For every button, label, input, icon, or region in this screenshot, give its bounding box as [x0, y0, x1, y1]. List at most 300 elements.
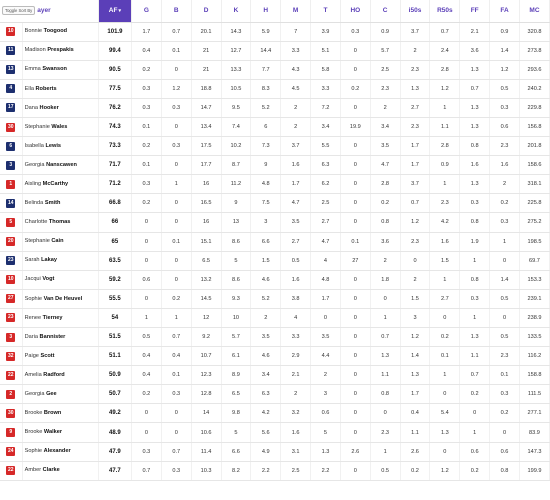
player-name[interactable]	[22, 232, 98, 251]
stat-ff: 1.3	[460, 175, 490, 194]
stat-b: 1	[161, 308, 191, 327]
stat-m: 4.7	[281, 194, 311, 213]
column-header-c[interactable]: C	[370, 0, 400, 22]
stat-m: 3.3	[281, 328, 311, 347]
column-header-h[interactable]: H	[251, 0, 281, 22]
player-name[interactable]	[22, 156, 98, 175]
table-row[interactable]	[0, 156, 550, 175]
table-row[interactable]	[0, 22, 550, 41]
stat-m: 3.3	[281, 41, 311, 60]
player-name[interactable]	[22, 117, 98, 136]
table-row[interactable]	[0, 347, 550, 366]
stat-g: 0.4	[131, 41, 161, 60]
player-last-name: Brown	[43, 410, 62, 417]
stat-fa: 0.5	[490, 328, 520, 347]
stat-g: 0	[131, 232, 161, 251]
stat-b: 0	[161, 404, 191, 423]
stat-fa: 0.6	[490, 117, 520, 136]
stat-c: 1.8	[370, 270, 400, 289]
column-header-mc[interactable]: MC	[519, 0, 549, 22]
stat-b: 0.3	[161, 461, 191, 480]
af-value: 63.5	[98, 251, 131, 270]
af-value: 49.2	[98, 404, 131, 423]
stat-h: 4.8	[251, 175, 281, 194]
stat-k: 5	[221, 251, 251, 270]
stat-r50s: 0	[430, 442, 460, 461]
stat-t: 3.4	[311, 117, 341, 136]
column-header-b[interactable]: B	[161, 0, 191, 22]
af-value: 48.9	[98, 423, 131, 442]
stat-m: 7	[281, 22, 311, 41]
player-name[interactable]	[22, 60, 98, 79]
stat-b: 0.7	[161, 328, 191, 347]
stat-ff: 0.7	[460, 366, 490, 385]
table-row[interactable]	[0, 175, 550, 194]
stat-ff: 0.8	[460, 213, 490, 232]
stat-k: 10	[221, 308, 251, 327]
jersey-number-badge: 27	[8, 295, 14, 302]
stat-fa: 0.8	[490, 461, 520, 480]
stat-t: 4.4	[311, 347, 341, 366]
column-header-player[interactable]	[0, 0, 98, 22]
stat-c: 2	[370, 251, 400, 270]
stat-mc: 275.2	[519, 213, 549, 232]
table-row[interactable]	[0, 232, 550, 251]
stat-h: 14.4	[251, 41, 281, 60]
stat-fa: 1.4	[490, 270, 520, 289]
stat-ff: 1.3	[460, 328, 490, 347]
stat-mc: 199.9	[519, 461, 549, 480]
stat-mc: 111.5	[519, 385, 549, 404]
player-name[interactable]	[22, 213, 98, 232]
player-first-name: Dana	[24, 104, 38, 111]
stat-c: 0.5	[370, 461, 400, 480]
player-name[interactable]	[22, 175, 98, 194]
player-last-name: Cain	[51, 238, 64, 245]
af-value: 71.7	[98, 156, 131, 175]
stat-mc: 318.1	[519, 175, 549, 194]
header-row	[0, 0, 550, 22]
stat-k: 10.5	[221, 79, 251, 98]
stat-mc: 320.8	[519, 22, 549, 41]
table-row[interactable]	[0, 270, 550, 289]
stat-ff: 0.8	[460, 137, 490, 156]
stat-g: 0.2	[131, 137, 161, 156]
stat-i50s: 1.5	[400, 289, 430, 308]
stat-i50s: 1.7	[400, 156, 430, 175]
af-value: 50.9	[98, 366, 131, 385]
af-value: 59.2	[98, 270, 131, 289]
stat-k: 8.9	[221, 366, 251, 385]
column-header-ff[interactable]: FF	[460, 0, 490, 22]
stat-m: 3.5	[281, 213, 311, 232]
table-header	[0, 0, 550, 22]
jersey-number-badge: 23	[8, 257, 14, 264]
table-row[interactable]	[0, 289, 550, 308]
sort-desc-icon: ▾	[118, 8, 121, 15]
stat-h: 6	[251, 117, 281, 136]
player-name[interactable]	[22, 194, 98, 213]
stat-c: 1.3	[370, 347, 400, 366]
stat-b: 0.1	[161, 366, 191, 385]
column-header-g[interactable]: G	[131, 0, 161, 22]
player-last-name: Lewis	[45, 142, 61, 149]
stat-ff: 1	[460, 423, 490, 442]
stat-i50s: 2.6	[400, 442, 430, 461]
stat-r50s: 0	[430, 385, 460, 404]
stat-ff: 0	[460, 404, 490, 423]
stat-i50s: 0.2	[400, 461, 430, 480]
stat-b: 0.3	[161, 98, 191, 117]
team-number-badge-cell	[0, 347, 22, 366]
table-row[interactable]	[0, 137, 550, 156]
stat-c: 4.7	[370, 156, 400, 175]
column-header-k[interactable]: K	[221, 0, 251, 22]
jersey-number-badge: 17	[8, 104, 14, 111]
stat-k: 6.6	[221, 442, 251, 461]
stat-r50s: 1.6	[430, 232, 460, 251]
column-header-r50s[interactable]: R50s	[430, 0, 460, 22]
player-last-name: Van De Heuvel	[43, 295, 83, 302]
stat-fa: 0.3	[490, 385, 520, 404]
stat-g: 0.1	[131, 156, 161, 175]
stat-b: 0	[161, 213, 191, 232]
stat-mc: 273.8	[519, 41, 549, 60]
stat-fa: 2.3	[490, 137, 520, 156]
jersey-number-badge: 22	[8, 467, 14, 474]
team-number-badge-cell	[0, 117, 22, 136]
player-name[interactable]	[22, 137, 98, 156]
player-first-name: Sophie	[24, 448, 43, 455]
stat-d: 11.4	[191, 442, 221, 461]
af-value: 66.8	[98, 194, 131, 213]
stat-i50s: 2	[400, 41, 430, 60]
stat-t: 4	[311, 251, 341, 270]
stat-m: 3.7	[281, 137, 311, 156]
stat-r50s: 0	[430, 308, 460, 327]
stat-fa: 0.6	[490, 442, 520, 461]
column-header-fa[interactable]: FA	[490, 0, 520, 22]
player-last-name: Nanscawen	[46, 161, 77, 168]
stat-c: 2.3	[370, 79, 400, 98]
af-value: 65	[98, 232, 131, 251]
stat-m: 2	[281, 385, 311, 404]
stat-k: 8.6	[221, 232, 251, 251]
table-row[interactable]	[0, 328, 550, 347]
af-value: 76.2	[98, 98, 131, 117]
stat-mc: 147.3	[519, 442, 549, 461]
table-row[interactable]	[0, 442, 550, 461]
stat-h: 9	[251, 156, 281, 175]
player-name[interactable]	[22, 385, 98, 404]
player-first-name: Stephanie	[24, 123, 50, 130]
stat-fa: 0	[490, 251, 520, 270]
table-row[interactable]	[0, 251, 550, 270]
stat-fa: 0.1	[490, 366, 520, 385]
player-last-name: Bannister	[39, 333, 66, 340]
stat-k: 11.2	[221, 175, 251, 194]
team-number-badge-cell	[0, 79, 22, 98]
stat-k: 5	[221, 423, 251, 442]
stat-h: 3.5	[251, 328, 281, 347]
jersey-number-badge: 3	[6, 333, 15, 342]
player-first-name: Georgia	[24, 391, 45, 398]
player-first-name: Belinda	[24, 200, 44, 207]
stat-mc: 229.8	[519, 98, 549, 117]
stat-m: 2.1	[281, 366, 311, 385]
player-first-name: Emma	[24, 66, 41, 73]
stat-g: 0	[131, 423, 161, 442]
stat-r50s: 0.1	[430, 347, 460, 366]
stat-m: 2.7	[281, 232, 311, 251]
stat-ho: 0.3	[340, 22, 370, 41]
table-row[interactable]	[0, 117, 550, 136]
stat-d: 12	[191, 308, 221, 327]
stat-r50s: 0.2	[430, 328, 460, 347]
stat-ff: 1.3	[460, 60, 490, 79]
stat-c: 1	[370, 308, 400, 327]
player-name[interactable]	[22, 308, 98, 327]
stat-m: 4.5	[281, 79, 311, 98]
table-row[interactable]	[0, 308, 550, 327]
team-number-badge-cell	[0, 442, 22, 461]
stat-fa: 0	[490, 308, 520, 327]
player-name[interactable]	[22, 404, 98, 423]
team-number-badge-cell	[0, 175, 22, 194]
stat-t: 2.5	[311, 194, 341, 213]
stat-ho: 0	[340, 404, 370, 423]
jersey-number-badge: 5	[6, 218, 15, 227]
stat-ho: 0	[340, 98, 370, 117]
table-row[interactable]	[0, 385, 550, 404]
stat-h: 5.6	[251, 423, 281, 442]
team-number-badge-cell	[0, 194, 22, 213]
stat-d: 21	[191, 41, 221, 60]
player-name[interactable]	[22, 442, 98, 461]
stat-r50s: 2.4	[430, 41, 460, 60]
stat-c: 1.1	[370, 366, 400, 385]
stat-fa: 1.2	[490, 60, 520, 79]
team-number-badge-cell	[0, 385, 22, 404]
stat-d: 13.4	[191, 117, 221, 136]
stat-r50s: 1.2	[430, 79, 460, 98]
stat-c: 1	[370, 442, 400, 461]
jersey-number-badge: 13	[8, 66, 14, 73]
stat-d: 12.3	[191, 366, 221, 385]
table-row[interactable]	[0, 461, 550, 480]
player-first-name: Brooke	[24, 410, 43, 417]
stat-r50s: 1	[430, 270, 460, 289]
stat-k: 9.5	[221, 98, 251, 117]
af-value: 54	[98, 308, 131, 327]
stat-d: 16	[191, 175, 221, 194]
stat-ho: 0	[340, 366, 370, 385]
stat-ho: 0	[340, 289, 370, 308]
stat-t: 0.6	[311, 404, 341, 423]
stat-r50s: 0.7	[430, 22, 460, 41]
table-row[interactable]	[0, 98, 550, 117]
player-first-name: Paige	[24, 352, 39, 359]
player-first-name: Madison	[24, 47, 46, 54]
table-row[interactable]	[0, 423, 550, 442]
player-last-name: Clarke	[42, 467, 60, 474]
table-row[interactable]	[0, 366, 550, 385]
stat-k: 6.5	[221, 385, 251, 404]
team-number-badge-cell	[0, 328, 22, 347]
column-header-d[interactable]: D	[191, 0, 221, 22]
stat-mc: 83.9	[519, 423, 549, 442]
table-row[interactable]	[0, 194, 550, 213]
stat-i50s: 3	[400, 308, 430, 327]
team-number-badge-cell	[0, 60, 22, 79]
stat-d: 14	[191, 404, 221, 423]
stat-ho: 0	[340, 194, 370, 213]
stat-t: 3	[311, 385, 341, 404]
stat-b: 0.2	[161, 289, 191, 308]
stat-d: 13.2	[191, 270, 221, 289]
stat-b: 0.3	[161, 385, 191, 404]
stat-b: 0	[161, 60, 191, 79]
stat-h: 4.9	[251, 442, 281, 461]
stat-t: 2.7	[311, 213, 341, 232]
stat-b: 0.4	[161, 347, 191, 366]
stat-m: 4.3	[281, 60, 311, 79]
player-last-name: Roberts	[35, 85, 57, 92]
column-header-m[interactable]: M	[281, 0, 311, 22]
stat-g: 0.7	[131, 461, 161, 480]
af-value: 47.9	[98, 442, 131, 461]
toggle-sort-button[interactable]: Toggle Sort By	[2, 6, 35, 15]
player-name[interactable]	[22, 270, 98, 289]
jersey-number-badge: 10	[8, 28, 14, 35]
stat-h: 4.6	[251, 270, 281, 289]
stat-b: 0.1	[161, 232, 191, 251]
team-number-badge-cell	[0, 461, 22, 480]
table-row[interactable]	[0, 79, 550, 98]
player-name[interactable]	[22, 328, 98, 347]
stat-ff: 0.7	[460, 79, 490, 98]
stat-g: 0.3	[131, 79, 161, 98]
player-name[interactable]	[22, 41, 98, 60]
stat-g: 1.7	[131, 22, 161, 41]
player-name[interactable]	[22, 366, 98, 385]
stat-m: 3.1	[281, 442, 311, 461]
player-name[interactable]	[22, 423, 98, 442]
stat-ho: 19.9	[340, 117, 370, 136]
stat-h: 4.2	[251, 404, 281, 423]
column-header-ho[interactable]: HO	[340, 0, 370, 22]
stat-fa: 2	[490, 175, 520, 194]
player-name[interactable]	[22, 289, 98, 308]
stat-t: 5	[311, 423, 341, 442]
stat-d: 14.5	[191, 289, 221, 308]
stat-k: 9.8	[221, 404, 251, 423]
stat-c: 3.4	[370, 117, 400, 136]
team-number-badge-cell	[0, 366, 22, 385]
stat-h: 2	[251, 308, 281, 327]
jersey-number-badge: 3	[6, 161, 15, 170]
column-header-i50s[interactable]: i50s	[400, 0, 430, 22]
stat-i50s: 2.3	[400, 60, 430, 79]
player-name[interactable]	[22, 251, 98, 270]
stat-ho: 0	[340, 328, 370, 347]
stat-d: 10.7	[191, 347, 221, 366]
stat-b: 1	[161, 175, 191, 194]
player-name[interactable]	[22, 461, 98, 480]
team-number-badge-cell	[0, 137, 22, 156]
stat-fa: 0	[490, 423, 520, 442]
player-name[interactable]	[22, 347, 98, 366]
stat-ho: 0	[340, 461, 370, 480]
stat-ff: 1.1	[460, 347, 490, 366]
team-number-badge-cell	[0, 289, 22, 308]
table-row[interactable]	[0, 41, 550, 60]
jersey-number-badge: 6	[6, 142, 15, 151]
table-row[interactable]	[0, 404, 550, 423]
stat-ho: 0	[340, 213, 370, 232]
team-number-badge-cell	[0, 41, 22, 60]
stat-r50s: 1.5	[430, 251, 460, 270]
jersey-number-badge: 11	[8, 47, 14, 54]
stat-i50s: 2.3	[400, 232, 430, 251]
stat-t: 2.2	[311, 461, 341, 480]
player-name[interactable]	[22, 79, 98, 98]
column-header-t[interactable]: T	[311, 0, 341, 22]
stat-d: 16.5	[191, 194, 221, 213]
player-last-name: Walker	[43, 429, 63, 436]
jersey-number-badge: 23	[8, 314, 14, 321]
stat-k: 8.6	[221, 270, 251, 289]
player-name[interactable]	[22, 22, 98, 41]
stat-k: 13	[221, 213, 251, 232]
af-value: 51.5	[98, 328, 131, 347]
stat-r50s: 5.4	[430, 404, 460, 423]
stat-g: 0.3	[131, 442, 161, 461]
stat-fa: 0.3	[490, 98, 520, 117]
team-number-badge-cell	[0, 404, 22, 423]
stat-d: 16	[191, 213, 221, 232]
stat-t: 1.3	[311, 442, 341, 461]
af-value: 101.9	[98, 22, 131, 41]
player-name[interactable]	[22, 98, 98, 117]
stat-ff: 1.3	[460, 98, 490, 117]
table-row[interactable]	[0, 213, 550, 232]
af-value: 77.5	[98, 79, 131, 98]
stat-g: 0	[131, 251, 161, 270]
stat-t: 1.7	[311, 289, 341, 308]
column-header-af[interactable]	[98, 0, 131, 22]
stat-fa: 1.4	[490, 41, 520, 60]
player-last-name: Alexander	[43, 448, 71, 455]
stat-d: 15.1	[191, 232, 221, 251]
jersey-number-badge: 20	[8, 238, 14, 245]
table-row[interactable]	[0, 60, 550, 79]
player-first-name: Daria	[24, 333, 38, 340]
stat-r50s: 1	[430, 366, 460, 385]
jersey-number-badge: 22	[8, 371, 14, 378]
stat-h: 5.9	[251, 22, 281, 41]
stat-ho: 0	[340, 423, 370, 442]
stat-mc: 116.2	[519, 347, 549, 366]
af-value: 99.4	[98, 41, 131, 60]
stat-k: 9	[221, 194, 251, 213]
team-number-badge-cell	[0, 98, 22, 117]
stat-r50s: 1.3	[430, 423, 460, 442]
team-number-badge-cell	[0, 423, 22, 442]
stat-g: 0	[131, 213, 161, 232]
af-value: 90.5	[98, 60, 131, 79]
stat-d: 9.2	[191, 328, 221, 347]
